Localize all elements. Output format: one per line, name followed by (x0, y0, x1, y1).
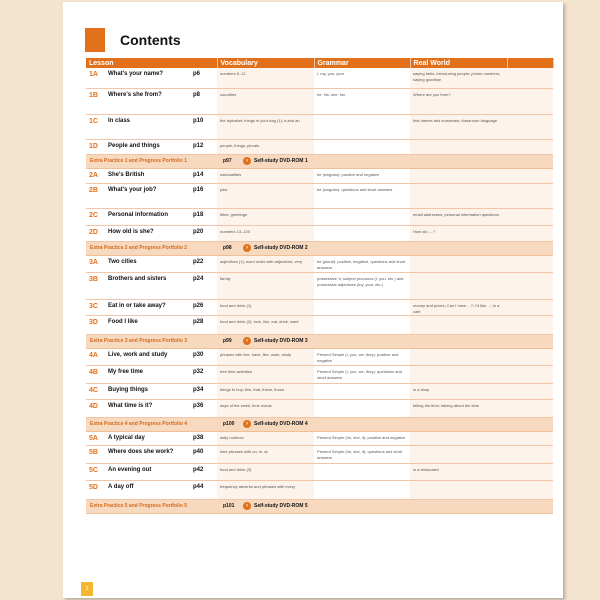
grammar-cell (314, 315, 410, 334)
lesson-title: Buying things (105, 383, 190, 399)
vocabulary-cell: adjectives (1); word order with adjectives; very (217, 255, 314, 272)
tint-cell (507, 348, 553, 365)
lesson-code: 5B (86, 445, 105, 463)
tint-cell (507, 88, 553, 114)
vocabulary-cell: nationalities (217, 168, 314, 183)
column-header-lesson: Lesson (86, 58, 217, 68)
lesson-page: p44 (190, 480, 217, 499)
real-world-cell (410, 348, 507, 365)
real-world-cell: money and prices; Can I have ...?; I'd like ...; in a café (410, 299, 507, 315)
lesson-code: 2B (86, 183, 105, 208)
grammar-cell: Present Simple (I, you, we, they): questions and short answers (314, 365, 410, 383)
lesson-title: She's British (105, 168, 190, 183)
lesson-row (86, 255, 553, 272)
tint-cell (507, 139, 553, 154)
grammar-cell (314, 139, 410, 154)
vocabulary-cell: frequency adverbs and phrases with every (217, 480, 314, 499)
extra-practice-label: Extra Practice 2 and Progress Portfolio 2 (90, 245, 187, 251)
lesson-page: p26 (190, 299, 217, 315)
grammar-cell: be (plural): positive, negative, questions and short answers (314, 255, 410, 272)
dvd-rom-label: Self-study DVD-ROM 3 (254, 338, 308, 344)
dvd-rom-label: Self-study DVD-ROM 2 (254, 245, 308, 251)
grammar-cell (314, 114, 410, 139)
tint-cell (507, 208, 553, 225)
extra-practice-cell (86, 241, 553, 255)
tint-cell (507, 255, 553, 272)
contents-table (86, 58, 554, 514)
real-world-cell (410, 168, 507, 183)
lesson-title: A typical day (105, 431, 190, 445)
lesson-row (86, 139, 553, 154)
vocabulary-cell: titles; greetings (217, 208, 314, 225)
grammar-cell (314, 225, 410, 241)
vocabulary-cell: the alphabet; things in your bag (1); a and an (217, 114, 314, 139)
lesson-page: p28 (190, 315, 217, 334)
real-world-cell: telling the time; talking about the time (410, 399, 507, 417)
lesson-title: Food I like (105, 315, 190, 334)
lesson-page: p22 (190, 255, 217, 272)
lesson-page: p20 (190, 225, 217, 241)
real-world-cell (410, 183, 507, 208)
extra-practice-label: Extra Practice 3 and Progress Portfolio 3 (90, 338, 187, 344)
lesson-page: p24 (190, 272, 217, 299)
lesson-row (86, 183, 553, 208)
lesson-code: 4A (86, 348, 105, 365)
tint-cell (507, 68, 553, 88)
dvd-rom-label: Self-study DVD-ROM 5 (254, 503, 308, 509)
real-world-cell (410, 365, 507, 383)
lesson-title: Personal information (105, 208, 190, 225)
lesson-title: Where's she from? (105, 88, 190, 114)
grammar-cell: I, my, you, your (314, 68, 410, 88)
dvd-rom-label: Self-study DVD-ROM 1 (254, 158, 308, 164)
real-world-cell (410, 431, 507, 445)
extra-practice-content (90, 155, 549, 168)
dvd-arrow-icon: › (243, 337, 251, 345)
tint-cell (507, 480, 553, 499)
lesson-row (86, 225, 553, 241)
table-header-row (86, 58, 553, 68)
lesson-title: What's your name? (105, 68, 190, 88)
grammar-cell: he, his, she, her (314, 88, 410, 114)
vocabulary-cell: time phrases with on, in, at (217, 445, 314, 463)
lesson-title: An evening out (105, 463, 190, 480)
lesson-page: p6 (190, 68, 217, 88)
lesson-page: p16 (190, 183, 217, 208)
tint-cell (507, 431, 553, 445)
lesson-row (86, 315, 553, 334)
grammar-cell (314, 463, 410, 480)
lesson-code: 3C (86, 299, 105, 315)
real-world-cell (410, 315, 507, 334)
lesson-title: What's your job? (105, 183, 190, 208)
lesson-page: p42 (190, 463, 217, 480)
lesson-title: Brothers and sisters (105, 272, 190, 299)
lesson-code: 4C (86, 383, 105, 399)
column-header-grammar: Grammar (314, 58, 410, 68)
lesson-code: 2A (86, 168, 105, 183)
lesson-code: 1B (86, 88, 105, 114)
lesson-title: People and things (105, 139, 190, 154)
lesson-title: A day off (105, 480, 190, 499)
tint-cell (507, 463, 553, 480)
lesson-row (86, 168, 553, 183)
lesson-page: p30 (190, 348, 217, 365)
vocabulary-cell: people; things; plurals (217, 139, 314, 154)
tint-cell (507, 365, 553, 383)
extra-practice-page: p97 (223, 158, 232, 164)
lesson-title: Where does she work? (105, 445, 190, 463)
lesson-code: 2D (86, 225, 105, 241)
lesson-page: p18 (190, 208, 217, 225)
lesson-row (86, 445, 553, 463)
grammar-cell: Present Simple (I, you, we, they): positive and negative (314, 348, 410, 365)
lesson-title: My free time (105, 365, 190, 383)
real-world-cell (410, 480, 507, 499)
real-world-cell: email addresses; personal information questions (410, 208, 507, 225)
lesson-code: 3B (86, 272, 105, 299)
extra-practice-row (86, 499, 553, 513)
vocabulary-cell: phrases with live, have, like, work, study (217, 348, 314, 365)
tint-cell (507, 225, 553, 241)
tint-cell (507, 383, 553, 399)
lesson-code: 2C (86, 208, 105, 225)
vocabulary-cell: food and drink (3) (217, 463, 314, 480)
real-world-cell (410, 255, 507, 272)
extra-practice-label: Extra Practice 5 and Progress Portfolio 5 (90, 503, 187, 509)
extra-practice-cell (86, 154, 553, 168)
lesson-code: 4B (86, 365, 105, 383)
lesson-code: 5D (86, 480, 105, 499)
extra-practice-content (90, 335, 549, 348)
lesson-row (86, 399, 553, 417)
dvd-arrow-icon: › (243, 502, 251, 510)
lesson-row (86, 431, 553, 445)
dvd-arrow-icon: › (243, 420, 251, 428)
lesson-page: p36 (190, 399, 217, 417)
extra-practice-row (86, 334, 553, 348)
extra-practice-row (86, 241, 553, 255)
extra-practice-cell (86, 499, 553, 513)
dvd-arrow-icon: › (243, 244, 251, 252)
extra-practice-content (90, 242, 549, 255)
grammar-cell (314, 399, 410, 417)
lesson-page: p40 (190, 445, 217, 463)
tint-cell (507, 445, 553, 463)
grammar-cell: Present Simple (he, she, it): positive and negative (314, 431, 410, 445)
extra-practice-content (90, 418, 549, 431)
lesson-row (86, 383, 553, 399)
contents-page (63, 2, 563, 598)
real-world-cell: Where are you from? (410, 88, 507, 114)
real-world-cell: in a restaurant (410, 463, 507, 480)
dvd-rom-label: Self-study DVD-ROM 4 (254, 421, 308, 427)
lesson-page: p14 (190, 168, 217, 183)
tint-cell (507, 299, 553, 315)
extra-practice-page: p98 (223, 245, 232, 251)
lesson-title: Eat in or take away? (105, 299, 190, 315)
vocabulary-cell: food and drink (1) (217, 299, 314, 315)
extra-practice-cell (86, 334, 553, 348)
vocabulary-cell: numbers 13–100 (217, 225, 314, 241)
lesson-code: 1C (86, 114, 105, 139)
vocabulary-cell: numbers 0–12 (217, 68, 314, 88)
extra-practice-page: p100 (223, 421, 235, 427)
grammar-cell: be (singular): positive and negative (314, 168, 410, 183)
tint-cell (507, 315, 553, 334)
lesson-page: p8 (190, 88, 217, 114)
lesson-row (86, 68, 553, 88)
lesson-code: 3D (86, 315, 105, 334)
lesson-row (86, 365, 553, 383)
lesson-row (86, 348, 553, 365)
page-number-badge: 2 (81, 582, 93, 596)
lesson-page: p10 (190, 114, 217, 139)
tint-cell (507, 168, 553, 183)
tint-cell (507, 183, 553, 208)
extra-practice-label: Extra Practice 4 and Progress Portfolio 4 (90, 421, 187, 427)
grammar-cell: Present Simple (he, she, it): questions and short answers (314, 445, 410, 463)
real-world-cell: first names and surnames; classroom language (410, 114, 507, 139)
lesson-code: 3A (86, 255, 105, 272)
vocabulary-cell: food and drink (2); love, like, eat, drink, want (217, 315, 314, 334)
lesson-row (86, 114, 553, 139)
grammar-cell (314, 383, 410, 399)
lesson-title: What time is it? (105, 399, 190, 417)
title-accent-block (85, 28, 105, 52)
lesson-title: Two cities (105, 255, 190, 272)
lesson-code: 5C (86, 463, 105, 480)
lesson-row (86, 272, 553, 299)
real-world-cell (410, 139, 507, 154)
vocabulary-cell: countries (217, 88, 314, 114)
extra-practice-content (90, 500, 549, 513)
column-header-vocabulary: Vocabulary (217, 58, 314, 68)
extra-practice-cell (86, 417, 553, 431)
vocabulary-cell: family (217, 272, 314, 299)
lesson-code: 4D (86, 399, 105, 417)
lesson-page: p34 (190, 383, 217, 399)
tint-cell (507, 272, 553, 299)
lesson-title: How old is she? (105, 225, 190, 241)
tint-cell (507, 399, 553, 417)
grammar-cell: possessive 's; subject pronouns (I, you, etc.) and possessive adjectives (my, your, etc.) (314, 272, 410, 299)
lesson-code: 5A (86, 431, 105, 445)
real-world-cell: saying hello; introducing people; phone numbers; saying goodbye (410, 68, 507, 88)
real-world-cell (410, 272, 507, 299)
extra-practice-page: p101 (223, 503, 235, 509)
column-header-real-world: Real World (410, 58, 507, 68)
lesson-row (86, 463, 553, 480)
lesson-row (86, 88, 553, 114)
real-world-cell (410, 445, 507, 463)
lesson-page: p12 (190, 139, 217, 154)
column-header-blank (507, 58, 553, 68)
lesson-row (86, 208, 553, 225)
lesson-title: In class (105, 114, 190, 139)
grammar-cell: be (singular): questions and short answers (314, 183, 410, 208)
grammar-cell (314, 208, 410, 225)
vocabulary-cell: jobs (217, 183, 314, 208)
lesson-page: p38 (190, 431, 217, 445)
vocabulary-cell: free time activities (217, 365, 314, 383)
lesson-code: 1D (86, 139, 105, 154)
vocabulary-cell: daily routines (217, 431, 314, 445)
extra-practice-label: Extra Practice 1 and Progress Portfolio 1 (90, 158, 187, 164)
tint-cell (507, 114, 553, 139)
lesson-code: 1A (86, 68, 105, 88)
real-world-cell: in a shop (410, 383, 507, 399)
grammar-cell (314, 480, 410, 499)
vocabulary-cell: things to buy; this, that, these, those (217, 383, 314, 399)
lesson-title: Live, work and study (105, 348, 190, 365)
extra-practice-row (86, 154, 553, 168)
contents-table-body (86, 68, 553, 513)
page-title: Contents (120, 32, 181, 48)
lesson-row (86, 299, 553, 315)
lesson-row (86, 480, 553, 499)
real-world-cell: How old ... ? (410, 225, 507, 241)
grammar-cell (314, 299, 410, 315)
dvd-arrow-icon: › (243, 157, 251, 165)
vocabulary-cell: days of the week; time words (217, 399, 314, 417)
extra-practice-page: p99 (223, 338, 232, 344)
lesson-page: p32 (190, 365, 217, 383)
extra-practice-row (86, 417, 553, 431)
